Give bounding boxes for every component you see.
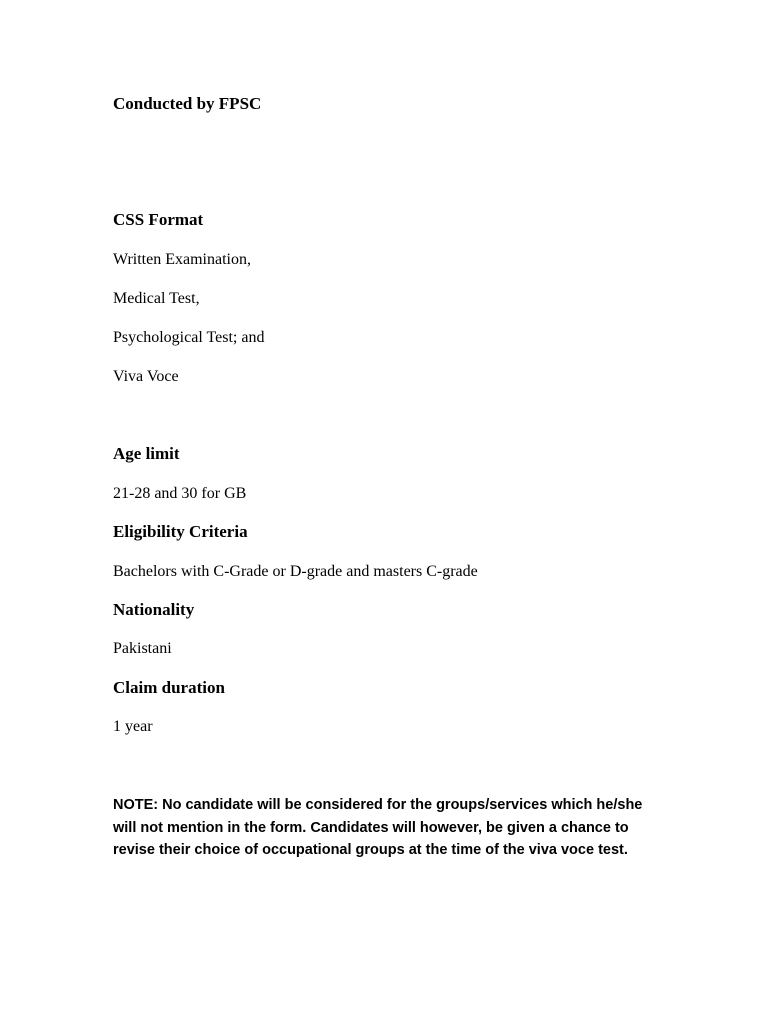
- claim-duration-value: 1 year: [113, 718, 153, 735]
- eligibility-value: Bachelors with C-Grade or D-grade and masters C-grade: [113, 563, 478, 580]
- note-line: will not mention in the form. Candidates will however, be given a chance to: [113, 819, 629, 836]
- css-format-item: Psychological Test; and: [113, 329, 265, 346]
- conducted-by-heading: Conducted by FPSC: [113, 94, 262, 113]
- css-format-item: Written Examination,: [113, 251, 251, 268]
- note-line: NOTE: No candidate will be considered for the groups/services which he/she: [113, 797, 643, 813]
- note-line: revise their choice of occupational groups at the time of the viva voce test.: [113, 842, 628, 858]
- nationality-heading: Nationality: [113, 600, 195, 619]
- eligibility-heading: Eligibility Criteria: [113, 522, 248, 541]
- css-format-item: Medical Test,: [113, 290, 200, 307]
- age-limit-value: 21-28 and 30 for GB: [113, 485, 247, 502]
- note-paragraph: [113, 794, 693, 862]
- claim-duration-heading: Claim duration: [113, 678, 225, 697]
- nationality-value: Pakistani: [113, 640, 172, 657]
- age-limit-heading: Age limit: [113, 444, 180, 463]
- css-format-heading: CSS Format: [113, 210, 204, 229]
- css-format-item: Viva Voce: [113, 368, 179, 385]
